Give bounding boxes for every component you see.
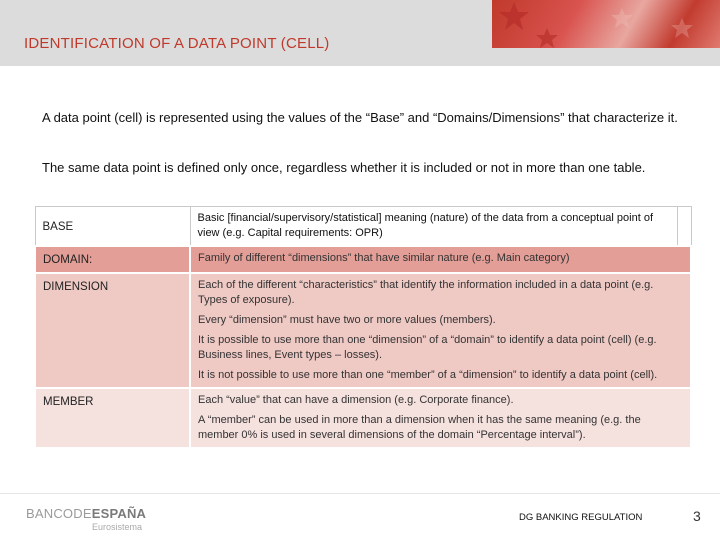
description-text: A “member” can be used in more than a dimension when it has the same meaning (e.g. the member 0% is used in several dimensions of the domain “Percentage interval”). [198,414,641,441]
header-decoration [492,0,720,48]
term-cell: DOMAIN: [35,246,190,273]
description-text: Every “dimension” must have two or more values (members). [198,314,496,326]
description-cell [190,388,691,448]
logo-text-bold: ESPAÑA [91,506,147,521]
footer-divider [0,493,720,494]
description-cell [190,207,677,247]
banco-de-espana-logo [26,506,146,521]
table-spacer [677,207,691,247]
term-cell: BASE [35,207,190,247]
definition-paragraph: The same data point is defined only once, regardless whether it is included or not in more than one table. [42,160,646,175]
term-cell: MEMBER [35,388,190,448]
description-text: Each “value” that can have a dimension (e.g. Corporate finance). [198,394,514,406]
description-text: It is possible to use more than one “dimension” of a “domain” to identify a data point (cell) (e.g. Business lines, Event types – losses). [198,334,657,361]
star-pattern-icon [492,0,720,48]
description-text: Each of the different “characteristics” that identify the information included in a data point (e.g. Types of exposure). [198,279,654,306]
table-row [35,273,691,388]
definitions-table [34,206,692,449]
page-number: 3 [693,508,701,524]
description-text: Family of different “dimensions” that have similar nature (e.g. Main category) [198,252,570,264]
table-row [35,246,691,273]
logo-subtitle: Eurosistema [92,522,143,532]
intro-paragraph: A data point (cell) is represented using the values of the “Base” and “Domains/Dimensions” that characterize it. [42,110,678,125]
term-cell: DIMENSION [35,273,190,388]
department-label: DG BANKING REGULATION [519,512,643,523]
description-text: Basic [financial/supervisory/statistical] meaning (nature) of the data from a conceptual point of view (e.g. Capital requirements: OPR) [197,212,654,239]
logo-text-light: BANCODE [26,506,92,521]
description-text: It is not possible to use more than one “member” of a “dimension” to identify a data point (cell). [198,369,658,381]
table-row [35,388,691,448]
table-row [35,207,691,247]
description-cell [190,273,691,388]
description-cell [190,246,691,273]
slide-title: IDENTIFICATION OF A DATA POINT (CELL) [24,35,330,52]
